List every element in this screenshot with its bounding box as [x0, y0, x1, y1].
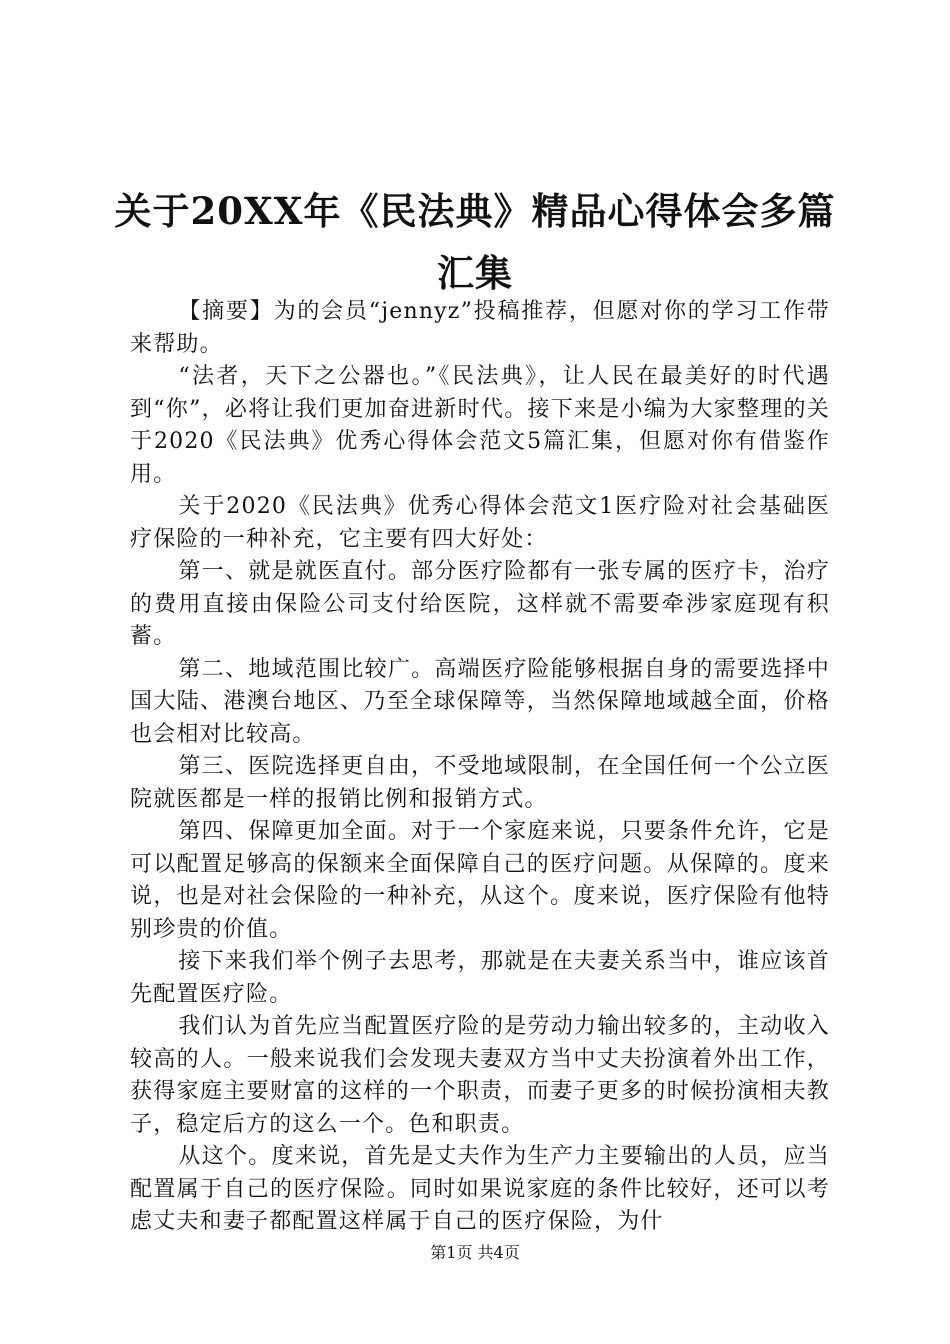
- paragraph-abstract: 【摘要】为的会员“jennyz”投稿推荐，但愿对你的学习工作带来帮助。: [130, 299, 830, 357]
- paragraph-point-1: 第一、就是就医直付。部分医疗险都有一张专属的医疗卡，治疗的费用直接由保险公司支付给医院，这样就不需要牵涉家庭现有积蓄。: [130, 559, 830, 649]
- paragraph-essay-1-start: 关于2020《民法典》优秀心得体会范文1医疗险对社会基础医疗保险的一种补充，它主要有四大好处：: [130, 494, 830, 552]
- document-title: 关于20XX年《民法典》精品心得体会多篇汇集: [114, 189, 836, 295]
- document-body: [130, 296, 830, 1239]
- paragraph-intro: “法者，天下之公器也。”《民法典》，让人民在最美好的时代遇到“你”，必将让我们更加奋进新时代。接下来是小编为大家整理的关于2020《民法典》优秀心得体会范文5篇汇集，但愿对你有借鉴作用。: [130, 364, 830, 487]
- page-footer: 第1页 共4页: [430, 1243, 520, 1262]
- paragraph-point-2: 第二、地域范围比较广。高端医疗险能够根据自身的需要选择中国大陆、港澳台地区、乃至全球保障等，当然保障地域越全面，价格也会相对比较高。: [130, 656, 830, 747]
- paragraph-example: 接下来我们举个例子去思考，那就是在夫妻关系当中，谁应该首先配置医疗险。: [130, 949, 830, 1007]
- paragraph-point-4: 第四、保障更加全面。对于一个家庭来说，只要条件允许，它是可以配置足够高的保额来全面保障自己的医疗问题。从保障的。度来说，也是对社会保险的一种补充，从这个。度来说，医疗保险有他特别珍贵的价值。: [130, 819, 830, 942]
- paragraph-point-3: 第三、医院选择更自由，不受地域限制，在全国任何一个公立医院就医都是一样的报销比例和报销方式。: [130, 754, 830, 812]
- paragraph-analysis: 我们认为首先应当配置医疗险的是劳动力输出较多的，主动收入较高的人。一般来说我们会发现夫妻双方当中丈夫扮演着外出工作，获得家庭主要财富的这样的一个职责，而妻子更多的时候扮演相夫教子，稳定后方的这么一个。色和职责。: [130, 1014, 830, 1137]
- paragraph-conclusion: 从这个。度来说，首先是丈夫作为生产力主要输出的人员，应当配置属于自己的医疗保险。同时如果说家庭的条件比较好，还可以考虑丈夫和妻子都配置这样属于自己的医疗保险，为什: [130, 1144, 830, 1234]
